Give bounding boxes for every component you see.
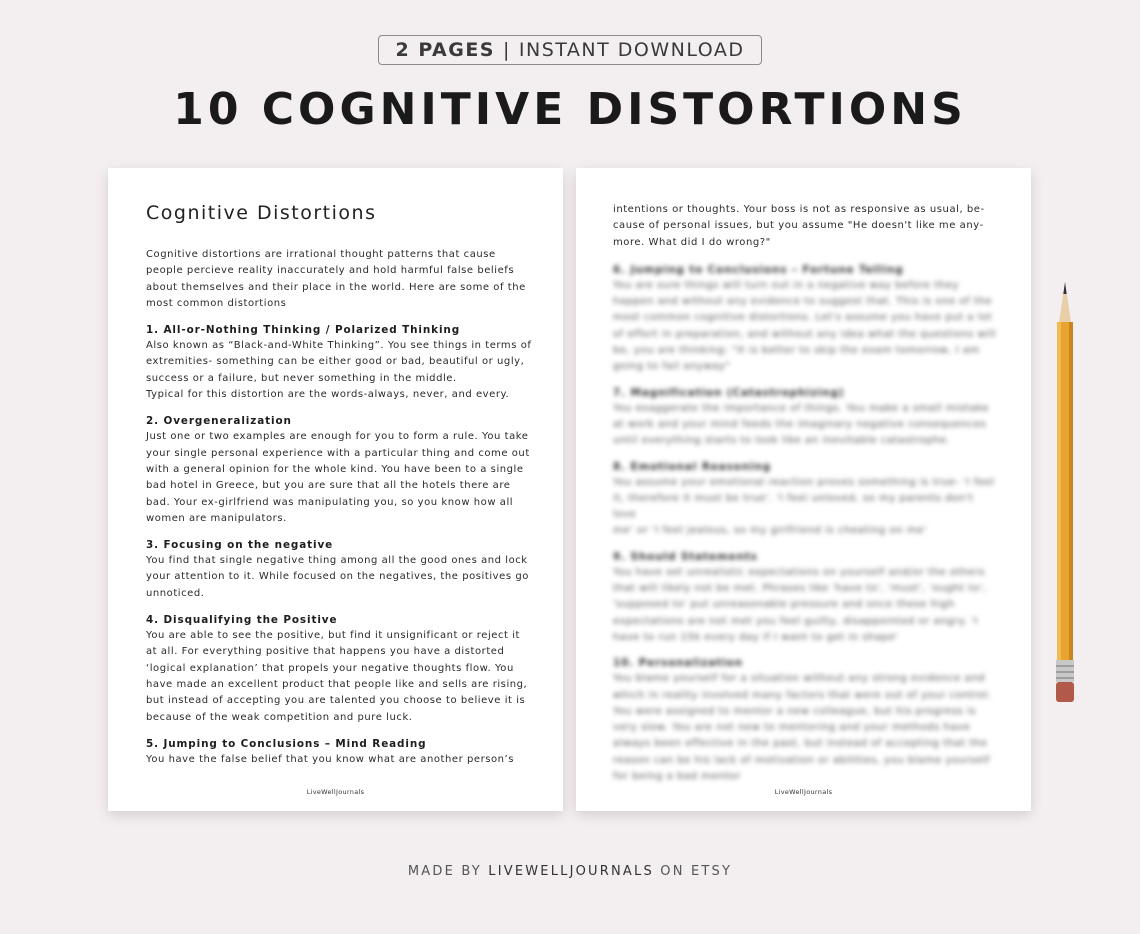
continuation-paragraph: intentions or thoughts. Your boss is not as responsive as usual, be- cause of personal issues, but you assume "He doesn't like me any- more. What did I do wrong?" (613, 204, 985, 248)
section-text: You exaggerate the importance of things. You make a small mistake at work and your mind feeds the imaginary negative consequences until everything starts to look like an inevitable catastrophe. (613, 402, 990, 447)
intro-paragraph: Cognitive distortions are irrational thought patterns that cause people percieve reality inaccurately and hold harmful false beliefs about themselves and their place in the world. Here are some of the most common distortions (146, 249, 526, 309)
section-text: You are able to see the positive, but find it unsignificant or reject it at all. For everything positive that happens you have a distorted ‘logical explanation’ that propels your negative thoughts flow. You have made an excellent product that people like and sells are rising, but instead of accepting you are talented you choose to believe it is because of the weak competition and pure luck. (146, 630, 528, 723)
pencil-icon (1052, 282, 1078, 706)
page-right-body (613, 202, 999, 794)
page-footer-brand: LiveWellJournals (306, 788, 365, 796)
section-title: 7. Magnification (Catastrophizing) (613, 386, 845, 399)
section-title: 5. Jumping to Conclusions – Mind Reading (146, 737, 427, 750)
section-title: 2. Overgeneralization (146, 415, 292, 428)
section-5 (146, 736, 532, 768)
section-title: 9. Should Statements (613, 550, 758, 563)
section-title: 4. Disqualifying the Positive (146, 614, 338, 627)
page-left-body (146, 247, 532, 778)
section-text: You have the false belief that you know what are another person’s (146, 753, 515, 765)
section-text: You find that single negative thing among all the good ones and lock your attention to it. While focused on the negatives, the positives go unnoticed. (146, 555, 529, 599)
section-1 (146, 322, 532, 403)
badge-download: INSTANT DOWNLOAD (518, 39, 745, 61)
section-text: Just one or two examples are enough for you to form a rule. You take your single personal experience with a particular thing and come out with a general opinion for the whole kind. You have been to a single bad hotel in Greece, but you are sure that all the hotels there are bad. Your ex-girlfriend was manipulating you, so you know how all women are manipulators. (146, 431, 530, 524)
section-text: You assume your emotional reaction proves something is true- 'I feel it, therefore it must be true'. 'I feel unloved, so my parents don't love me' or 'I feel jealous, so my girlfriend is cheating on me' (613, 476, 995, 537)
badge-separator: | (502, 39, 511, 61)
page-heading: Cognitive Distortions (146, 202, 377, 224)
credit-suffix: ON ETSY (660, 864, 733, 879)
section-title: 6. Jumping to Conclusions – Fortune Telling (613, 263, 904, 276)
section-text: You are sure things will turn out in a negative way before they happen and without any evidence to suggest that. This is one of the most common cognitive distortions. Let's assume you have put a lot of effort in preparation, and without any idea what the questions will be, you are thinking: "It is better to skip the exam tomorrow, I am going to fail anyway" (613, 279, 997, 373)
section-title: 3. Focusing on the negative (146, 539, 334, 552)
section-text: You blame yourself for a situation without any strong evidence and which in reality involved many factors that were out of your control. You were assigned to mentor a new colleague, but his progress is very slow. You are not new to mentoring and your methods have always been effective in the past, but instead of accepting that the reason can be his lack of motivation or abilities, you blame yourself for being a bad mentor (613, 673, 992, 783)
page-left (108, 168, 563, 811)
section-text: You have set unrealistic expectations on yourself and/or the others that will likely not be met. Phrases like 'have to', 'must', 'ought to', 'supposed to' put unreasonable pressure and once these high expectations are not met you feel guilty, disappointed or angry. 'I have to run 15k every day if I want to get in shape' (613, 566, 987, 643)
section-title: 8. Emotional Reasoning (613, 460, 772, 473)
section-2 (146, 413, 532, 527)
section-4 (146, 612, 532, 726)
section-text: Also known as “Black-and-White Thinking”. You see things in terms of extremities- something can be either good or bad, beautiful or ugly, success or a failure, but never something in the middle. Typical for this distortion are the words-always, never, and every. (146, 340, 532, 401)
product-badge (378, 35, 762, 65)
section-3 (146, 537, 532, 602)
page-footer-brand: LiveWellJournals (774, 788, 833, 796)
credit-line (0, 864, 1140, 879)
credit-prefix: MADE BY (407, 864, 482, 879)
badge-pages: 2 PAGES (395, 39, 495, 61)
page-right (576, 168, 1031, 811)
section-title: 10. Personalization (613, 657, 743, 670)
blurred-preview (613, 262, 999, 785)
main-title: 10 COGNITIVE DISTORTIONS (173, 84, 967, 135)
credit-brand: LIVEWELLJOURNALS (488, 864, 654, 879)
section-title: 1. All-or-Nothing Thinking / Polarized Thinking (146, 324, 461, 337)
